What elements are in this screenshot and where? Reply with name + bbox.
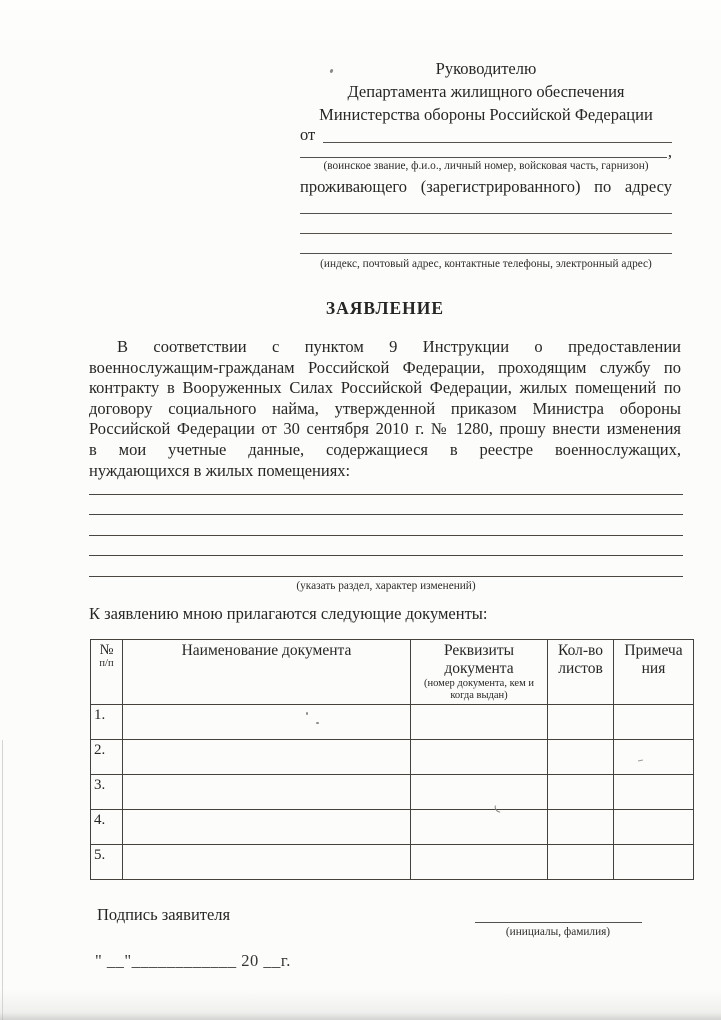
addressee-line: Министерства обороны Российской Федерации <box>319 105 653 124</box>
col-header-number <box>91 640 123 705</box>
signature-label: Подпись заявителя <box>97 905 231 924</box>
row-number-cell: 1. <box>91 705 123 740</box>
form-title: ЗАЯВЛЕНИЕ <box>325 298 445 318</box>
col-header-notes-line1: Примеча <box>624 642 683 659</box>
address-blank-line <box>300 197 672 214</box>
changes-blank-line <box>89 515 683 536</box>
changes-blank-line <box>89 495 683 516</box>
table-header-row <box>91 640 694 705</box>
addressee-block <box>300 57 672 271</box>
notes-cell <box>614 705 694 740</box>
requisites-cell <box>411 705 548 740</box>
sheets-cell <box>548 845 614 880</box>
col-header-notes <box>614 640 694 705</box>
from-blank-line-2 <box>300 157 667 158</box>
requisites-cell <box>411 775 548 810</box>
sheets-cell <box>548 810 614 845</box>
requisites-cell <box>411 740 548 775</box>
paragraph-line: нуждающихся в жилых помещениях: <box>89 460 351 480</box>
paragraph-line: В соответствии с пунктом 9 Инструкции о предоставлении <box>117 337 681 356</box>
main-paragraph <box>89 337 681 481</box>
col-header-number-sub: п/п <box>99 658 114 669</box>
from-blank-line <box>323 142 672 143</box>
scan-speck <box>316 722 319 724</box>
row-number-cell: 4. <box>91 810 123 845</box>
residing-line: проживающего (зарегистрированного) по адресу <box>300 177 672 196</box>
paragraph-line: контракту в Вооруженных Силах Российской Федерации, жилых помещений по <box>89 378 681 398</box>
paragraph-line: договору социального найма, утвержденной приказом Министра обороны <box>89 398 681 418</box>
col-header-doc-name: Наименование документа <box>123 640 411 705</box>
notes-cell <box>614 775 694 810</box>
from-label: от <box>300 125 316 144</box>
documents-table <box>90 639 694 880</box>
row-number-cell: 2. <box>91 740 123 775</box>
address-blank-line <box>300 214 672 234</box>
paragraph-line: Российской Федерации от 30 сентября 2010 г. № 1280, прошу внести изменения <box>89 419 681 439</box>
table-row <box>91 705 694 740</box>
table-row <box>91 740 694 775</box>
sheets-cell <box>548 705 614 740</box>
signature-caption: (инициалы, фамилия) <box>505 926 611 938</box>
col-header-notes-line2: ния <box>641 660 666 677</box>
row-number-cell: 5. <box>91 845 123 880</box>
table-row <box>91 775 694 810</box>
scan-page-edge <box>2 740 3 1020</box>
changes-caption: (указать раздел, характер изменений) <box>296 579 476 592</box>
col-header-requisites-main: Реквизиты документа <box>443 642 515 677</box>
sheets-cell <box>548 775 614 810</box>
changes-blank-line <box>89 474 683 495</box>
requisites-cell <box>411 845 548 880</box>
scan-speck <box>306 712 308 715</box>
sheets-cell <box>548 740 614 775</box>
addressee-line: Департамента жилищного обеспечения <box>347 82 625 101</box>
doc-name-cell <box>123 810 411 845</box>
col-header-requisites-sub: (номер документа, кем и когда выдан) <box>424 678 534 701</box>
address-caption: (индекс, почтовый адрес, контактные телефоны, электронный адрес) <box>320 258 652 270</box>
from-blank-row-2 <box>300 142 672 161</box>
changes-blank-line <box>89 536 683 557</box>
col-header-number-main: № <box>99 642 114 658</box>
paragraph-line: в мои учетные данные, содержащиеся в реестре военнослужащих, <box>89 439 681 459</box>
changes-blank-line <box>89 556 683 577</box>
from-row <box>300 126 672 143</box>
doc-name-cell <box>123 740 411 775</box>
notes-cell <box>614 810 694 845</box>
doc-name-cell <box>123 775 411 810</box>
col-header-sheets: Кол-во листов <box>548 640 614 705</box>
scan-bottom-shadow <box>0 1012 721 1020</box>
attachments-intro: К заявлению мною прилагаются следующие документы: <box>89 604 488 623</box>
comma-mark: , <box>667 142 672 161</box>
doc-name-cell <box>123 845 411 880</box>
row-number-cell: 3. <box>91 775 123 810</box>
paragraph-line: военнослужащим-гражданам Российской Федерации, проходящим службу по <box>89 357 681 377</box>
requisites-cell <box>411 810 548 845</box>
changes-block <box>89 474 683 593</box>
notes-cell <box>614 845 694 880</box>
rank-caption: (воинское звание, ф.и.о., личный номер, войсковая часть, гарнизон) <box>323 160 649 172</box>
table-row <box>91 845 694 880</box>
col-header-requisites <box>411 640 548 705</box>
notes-cell <box>614 740 694 775</box>
signature-blank-line <box>475 904 642 923</box>
addressee-line: Руководителю <box>435 59 537 78</box>
doc-name-cell <box>123 705 411 740</box>
table-row <box>91 810 694 845</box>
address-blank-line <box>300 234 672 254</box>
date-line: " __"____________ 20 __г. <box>95 951 291 970</box>
